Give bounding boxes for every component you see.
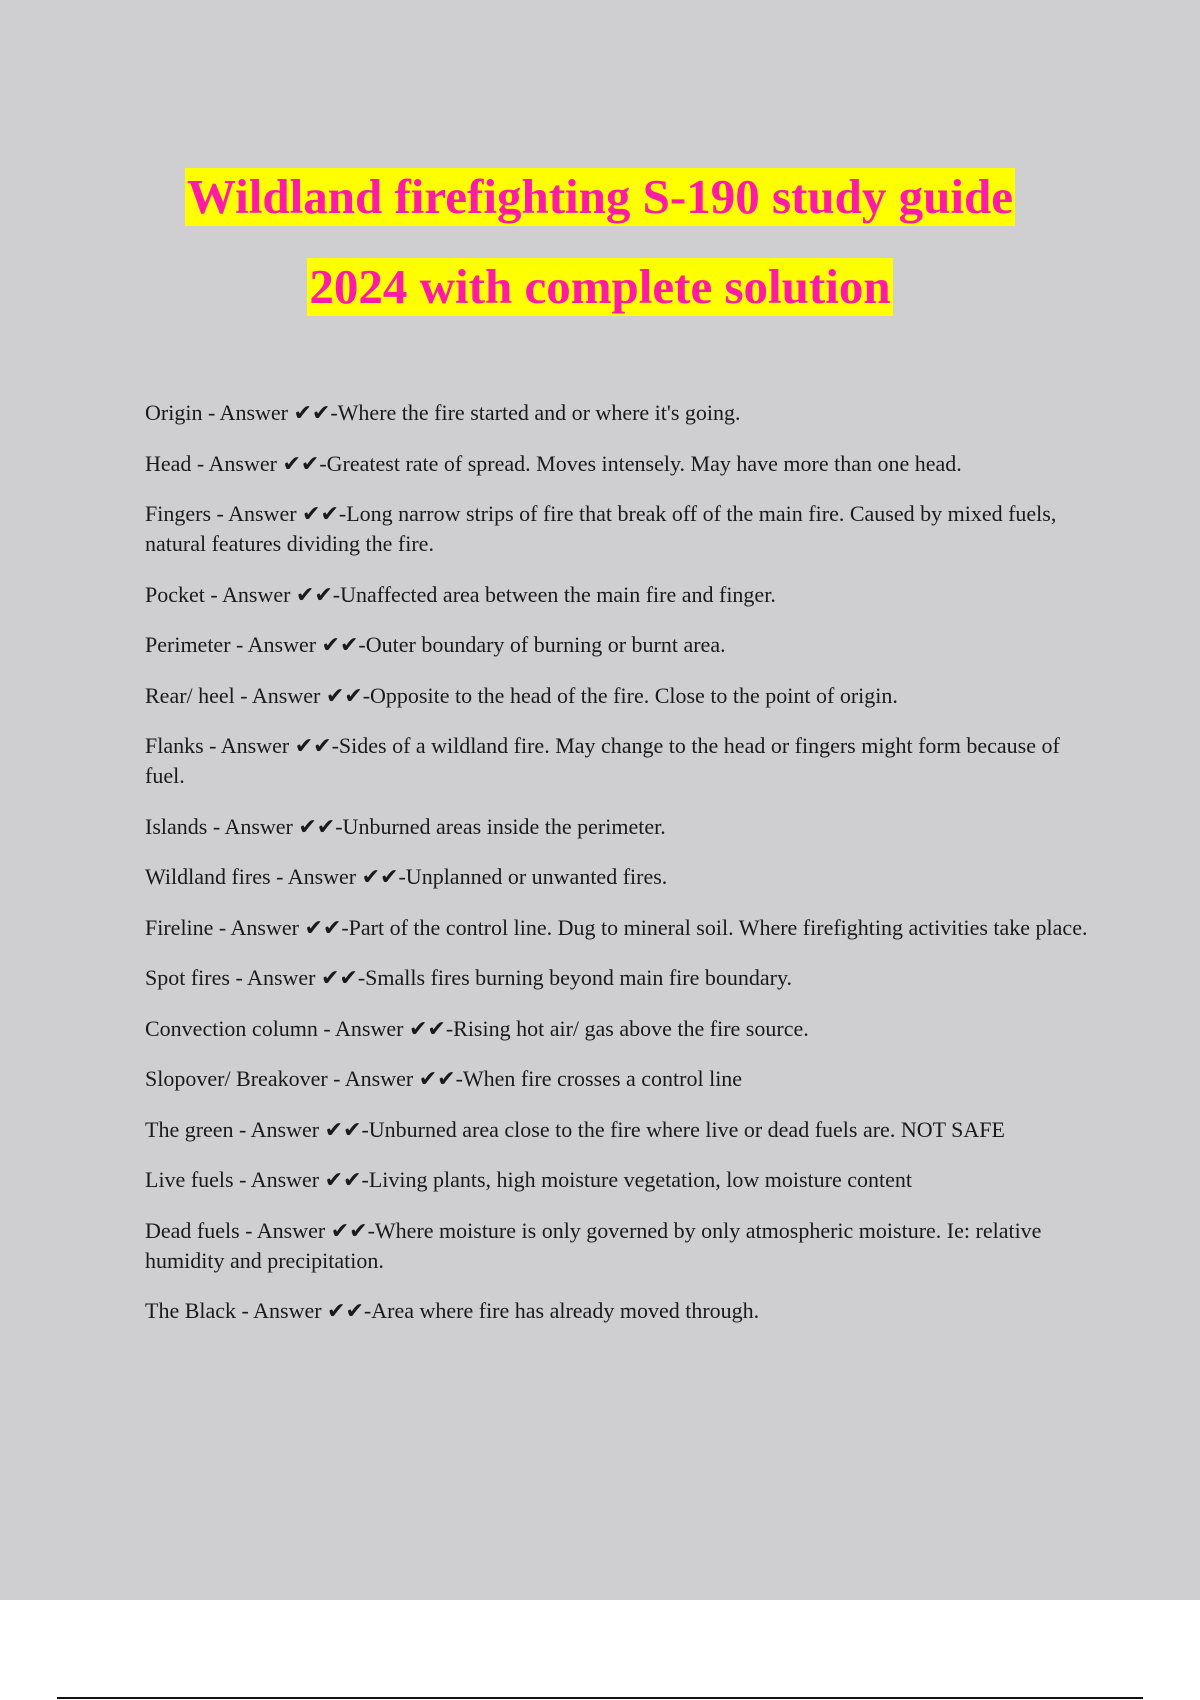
qa-item-spot-fires: Spot fires - Answer ✔✔-Smalls fires burning beyond main fire boundary. — [145, 965, 793, 990]
qa-item-fireline: Fireline - Answer ✔✔-Part of the control line. Dug to mineral soil. Where firefighting activities take place. — [145, 914, 1088, 940]
qa-item-live-fuels: Live fuels - Answer ✔✔-Living plants, high moisture vegetation, low moisture content — [145, 1167, 913, 1192]
qa-item-the-black: The Black - Answer ✔✔-Area where fire has already moved through. — [145, 1298, 760, 1323]
qa-item-islands: Islands - Answer ✔✔-Unburned areas inside the perimeter. — [145, 813, 666, 839]
qa-item-flanks: Flanks - Answer ✔✔-Sides of a wildland fire. May change to the head or fingers might form because of fuel. — [145, 733, 1060, 788]
qa-item-fingers: Fingers - Answer ✔✔-Long narrow strips of fire that break off of the main fire. Caused by mixed fuels, natural features dividing the fire. — [145, 501, 1057, 556]
qa-item-the-green: The green - Answer ✔✔-Unburned area close to the fire where live or dead fuels are. NOT SAFE — [145, 1116, 1005, 1142]
qa-item-slopover: Slopover/ Breakover - Answer ✔✔-When fire crosses a control line — [145, 1066, 743, 1091]
footer-divider — [57, 1697, 1143, 1699]
qa-item-head: Head - Answer ✔✔-Greatest rate of spread. Moves intensely. May have more than one head. — [145, 450, 962, 476]
qa-list — [145, 398, 1095, 1347]
qa-item-origin: Origin - Answer ✔✔-Where the fire started and or where it's going. — [145, 400, 741, 425]
page-title — [0, 168, 1200, 348]
qa-item-rear-heel: Rear/ heel - Answer ✔✔-Opposite to the head of the fire. Close to the point of origin. — [145, 682, 898, 708]
qa-item-perimeter: Perimeter - Answer ✔✔-Outer boundary of burning or burnt area. — [145, 632, 726, 657]
qa-item-wildland-fires: Wildland fires - Answer ✔✔-Unplanned or unwanted fires. — [145, 864, 668, 889]
qa-item-dead-fuels: Dead fuels - Answer ✔✔-Where moisture is only governed by only atmospheric moisture. Ie: relative humidity and precipitation. — [145, 1217, 1042, 1273]
qa-item-pocket: Pocket - Answer ✔✔-Unaffected area between the main fire and finger. — [145, 581, 776, 607]
title-line-2: 2024 with complete solution — [309, 259, 891, 314]
page-footer-area — [0, 1600, 1200, 1700]
qa-item-convection-column: Convection column - Answer ✔✔-Rising hot air/ gas above the fire source. — [145, 1015, 809, 1041]
title-line-1: Wildland firefighting S-190 study guide — [187, 169, 1013, 224]
